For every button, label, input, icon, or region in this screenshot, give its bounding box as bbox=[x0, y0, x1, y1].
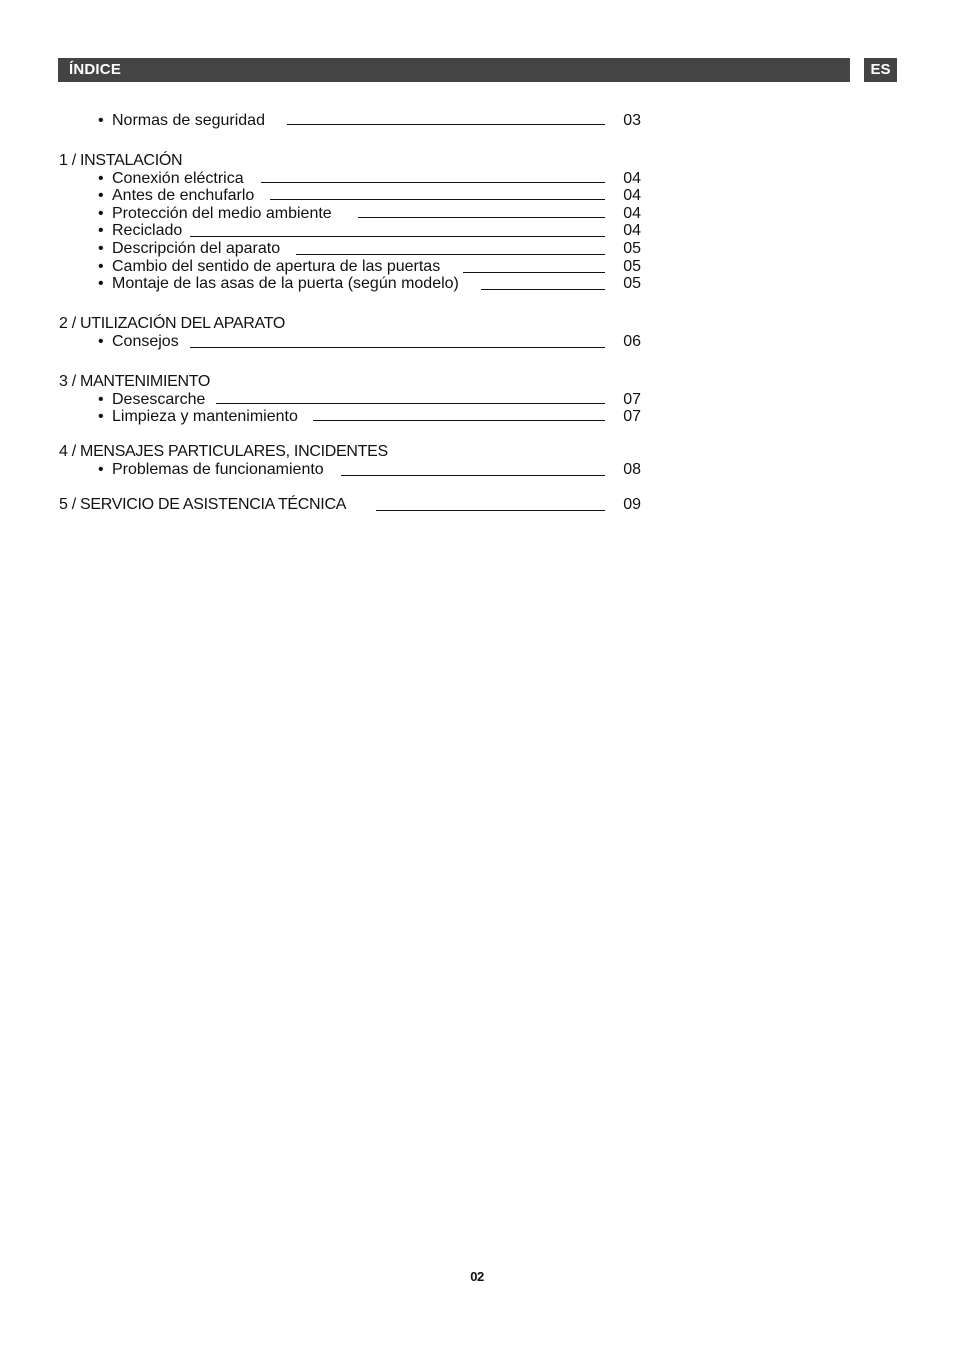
toc-entry-page: 04 bbox=[623, 222, 641, 239]
toc-entry-page: 07 bbox=[623, 391, 641, 408]
leader-line bbox=[270, 199, 605, 200]
toc-section-page: 09 bbox=[623, 496, 641, 513]
bullet-icon: • bbox=[98, 333, 104, 350]
toc-section-servicio[interactable] bbox=[58, 496, 648, 514]
toc-entry-conexion[interactable] bbox=[58, 170, 648, 188]
toc-entry-descripcion[interactable] bbox=[58, 240, 648, 258]
leader-line bbox=[358, 217, 605, 218]
toc-section-title: 4 / MENSAJES PARTICULARES, INCIDENTES bbox=[59, 443, 394, 461]
toc-section-mensajes[interactable] bbox=[58, 443, 648, 461]
bullet-icon: • bbox=[98, 187, 104, 204]
leader-line bbox=[463, 272, 605, 273]
bullet-icon: • bbox=[98, 391, 104, 408]
toc-section-title: 1 / INSTALACIÓN bbox=[59, 152, 188, 170]
page-number: 02 bbox=[470, 1269, 484, 1284]
leader-line bbox=[190, 236, 605, 237]
toc-entry-desescarche[interactable] bbox=[58, 391, 648, 409]
leader-line bbox=[341, 475, 605, 476]
leader-line bbox=[376, 510, 605, 511]
toc-entry-proteccion[interactable] bbox=[58, 205, 648, 223]
toc-entry-label: Reciclado bbox=[112, 222, 188, 240]
toc-entry-montaje[interactable] bbox=[58, 275, 648, 293]
leader-line bbox=[261, 182, 605, 183]
bullet-icon: • bbox=[98, 258, 104, 275]
toc-entry-consejos[interactable] bbox=[58, 333, 648, 351]
toc-entry-page: 05 bbox=[623, 275, 641, 292]
toc-section-utilizacion[interactable] bbox=[58, 315, 648, 333]
bullet-icon: • bbox=[98, 275, 104, 292]
page-title: ÍNDICE bbox=[69, 61, 122, 78]
toc-entry-reciclado[interactable] bbox=[58, 222, 648, 240]
toc-entry-page: 04 bbox=[623, 187, 641, 204]
toc-section-title: 3 / MANTENIMIENTO bbox=[59, 373, 216, 391]
language-badge: ES bbox=[864, 58, 897, 82]
toc-entry-page: 07 bbox=[623, 408, 641, 425]
leader-line bbox=[313, 420, 605, 421]
bullet-icon: • bbox=[98, 112, 104, 129]
bullet-icon: • bbox=[98, 461, 104, 478]
toc-entry-label: Protección del medio ambiente bbox=[112, 205, 338, 223]
toc-entry-page: 04 bbox=[623, 205, 641, 222]
toc-entry-label: Limpieza y mantenimiento bbox=[112, 408, 304, 426]
toc-entry-label: Montaje de las asas de la puerta (según modelo) bbox=[112, 275, 465, 293]
toc-section-title: 2 / UTILIZACIÓN DEL APARATO bbox=[59, 315, 291, 333]
toc-entry-label: Normas de seguridad bbox=[112, 112, 271, 130]
toc-section-mantenimiento[interactable] bbox=[58, 373, 648, 391]
toc-entry-antes[interactable] bbox=[58, 187, 648, 205]
toc-entry-page: 08 bbox=[623, 461, 641, 478]
toc-entry-page: 04 bbox=[623, 170, 641, 187]
leader-line bbox=[287, 124, 605, 125]
toc-entry-label: Descripción del aparato bbox=[112, 240, 286, 258]
toc-entry-label: Conexión eléctrica bbox=[112, 170, 250, 188]
toc-entry-label: Problemas de funcionamiento bbox=[112, 461, 330, 479]
toc-entry-label: Consejos bbox=[112, 333, 185, 351]
toc-entry-page: 05 bbox=[623, 258, 641, 275]
leader-line bbox=[190, 347, 605, 348]
bullet-icon: • bbox=[98, 222, 104, 239]
bullet-icon: • bbox=[98, 205, 104, 222]
toc-entry-cambio[interactable] bbox=[58, 258, 648, 276]
toc-entry-normas[interactable] bbox=[58, 112, 648, 130]
bullet-icon: • bbox=[98, 408, 104, 425]
toc-entry-label: Antes de enchufarlo bbox=[112, 187, 260, 205]
bullet-icon: • bbox=[98, 240, 104, 257]
bullet-icon: • bbox=[98, 170, 104, 187]
toc-section-title: 5 / SERVICIO DE ASISTENCIA TÉCNICA bbox=[59, 496, 352, 514]
toc-entry-page: 03 bbox=[623, 112, 641, 129]
toc-entry-limpieza[interactable] bbox=[58, 408, 648, 426]
leader-line bbox=[481, 289, 605, 290]
leader-line bbox=[216, 403, 605, 404]
toc-section-instalacion[interactable] bbox=[58, 152, 648, 170]
header-bar bbox=[58, 58, 850, 82]
toc-entry-page: 05 bbox=[623, 240, 641, 257]
toc-entry-problemas[interactable] bbox=[58, 461, 648, 479]
toc-entry-label: Desescarche bbox=[112, 391, 211, 409]
leader-line bbox=[296, 254, 605, 255]
toc-entry-page: 06 bbox=[623, 333, 641, 350]
toc-entry-label: Cambio del sentido de apertura de las puertas bbox=[112, 258, 446, 276]
